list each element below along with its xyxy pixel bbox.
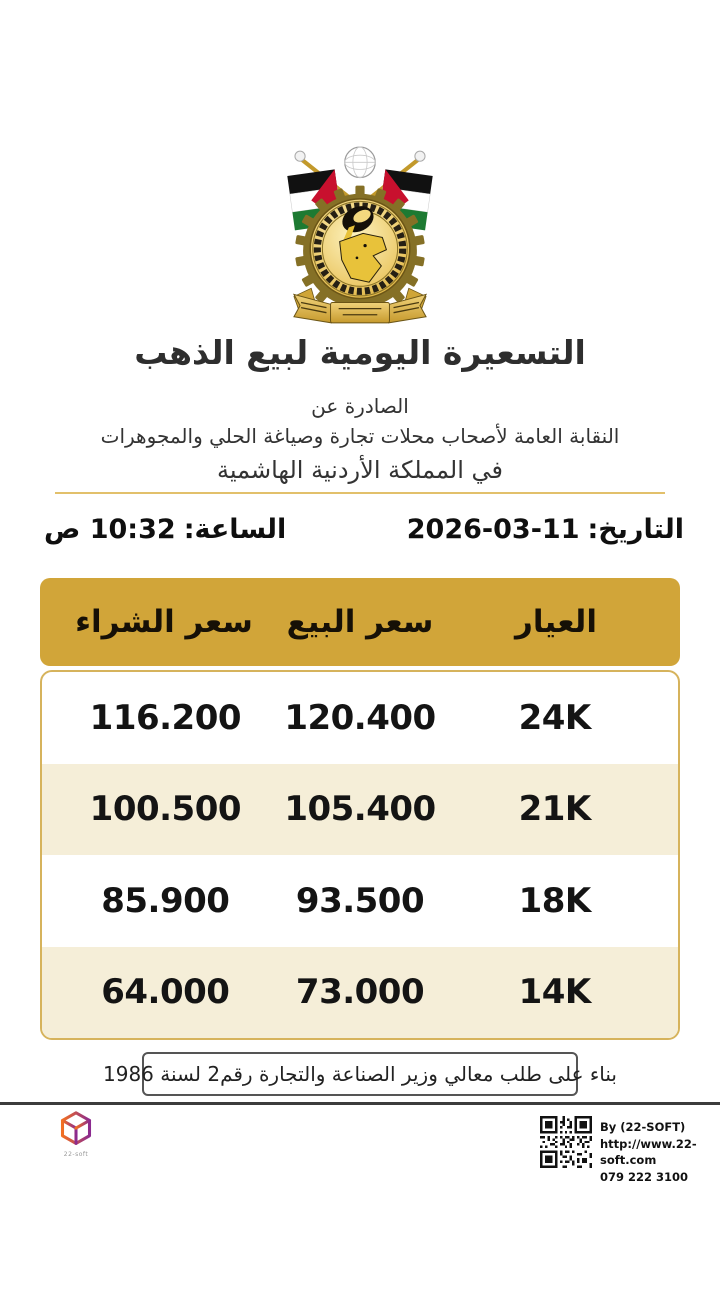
sell-price: 120.400: [284, 697, 436, 738]
date-field: [399, 514, 684, 545]
buy-price: 100.500: [89, 789, 242, 830]
page-title: التسعيرة اليومية لبيع الذهب: [134, 333, 586, 372]
footer-phone: 079 222 3100: [600, 1170, 689, 1185]
brand-text: 22-soft: [63, 1151, 89, 1158]
col-header-buy: سعر الشراء: [75, 604, 253, 640]
qr-code-graphic: [540, 1116, 592, 1168]
table-row: [42, 947, 678, 1039]
legal-note: [103, 1052, 617, 1096]
price-table-header: [40, 578, 680, 666]
syndicate-name: النقابة العامة لأصحاب محلات تجارة وصياغة الحلي والمجوهرات: [100, 424, 620, 448]
gold-divider: [55, 492, 665, 494]
table-row: [42, 672, 678, 764]
footer-url: http://www.22-soft.com: [600, 1136, 697, 1168]
datetime-row: [0, 514, 720, 545]
globe-ornament: [345, 147, 375, 177]
qr-code-icon: [540, 1116, 592, 1168]
buy-price: 85.900: [101, 880, 230, 921]
buy-price: 116.200: [89, 697, 242, 738]
sell-price: 93.500: [295, 880, 425, 921]
date-value: 11-03-2026: [406, 514, 580, 545]
time-value: 10:32 ص: [44, 514, 176, 545]
footer-credit: [600, 1119, 720, 1186]
date-label: التاريخ:: [587, 514, 684, 545]
table-row: [42, 855, 678, 947]
gold-price-table: [40, 670, 680, 1040]
footer-divider: [0, 1102, 720, 1105]
sell-price: 105.400: [284, 789, 436, 830]
col-header-sell: سعر البيع: [286, 604, 434, 640]
time-field: [36, 514, 286, 545]
footer-by: By (22-SOFT): [600, 1120, 686, 1134]
emblem-graphic: [283, 144, 437, 332]
buy-price: 64.000: [101, 972, 230, 1013]
kingdom-line: في المملكة الأردنية الهاشمية: [216, 456, 504, 484]
syndicate-emblem: [283, 144, 437, 332]
karat-value: 14K: [518, 972, 591, 1013]
karat-value: 18K: [518, 880, 591, 921]
sell-price: 73.000: [295, 972, 425, 1013]
time-label: الساعة:: [183, 514, 287, 545]
table-row: [42, 764, 678, 856]
issued-by-line: الصادرة عن: [311, 394, 409, 418]
col-header-karat: العيار: [515, 604, 597, 640]
karat-value: 24K: [518, 697, 591, 738]
brand-logo: [56, 1110, 96, 1158]
karat-value: 21K: [518, 789, 591, 830]
legal-note-text: بناء على طلب معالي وزير الصناعة والتجارة رقم2 لسنة 1986: [103, 1062, 617, 1086]
cube-logo-icon: [58, 1110, 94, 1148]
